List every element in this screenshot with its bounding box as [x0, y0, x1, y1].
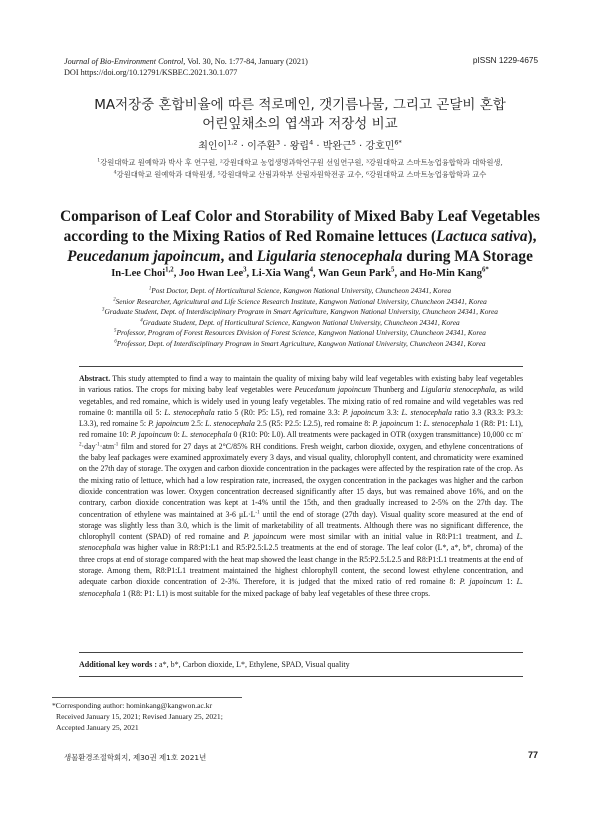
species-name: Peucedanum japoincum	[67, 248, 221, 265]
keywords-text: a*, b*, Carbon dioxide, L*, Ethylene, SPAD, Visual quality	[157, 660, 350, 669]
author-name: 박완근	[322, 141, 352, 152]
superscript: -1	[255, 508, 260, 515]
korean-authors: 최인이$^{1,2}$ · 이주환$^3$ · 왕립$^4$ · 박완근$^5$ · 강호민$^{6*}$	[198, 138, 402, 152]
journal-citation: , Vol. 30, No. 1:77-84, January (2021)	[183, 57, 308, 66]
english-title-text: , and	[220, 248, 257, 265]
english-title-text: ),	[527, 228, 537, 245]
keywords-bottom-rule	[79, 676, 523, 677]
abstract-text: 1:	[413, 419, 424, 429]
affiliation-item	[50, 318, 550, 329]
abstract-text: 1 (R8: P1: L1), red romaine 10:	[79, 419, 524, 440]
author-sup: 5	[351, 138, 356, 147]
species-name: L. stenocephala	[79, 577, 523, 598]
species-name: L. stenocephala	[79, 532, 523, 553]
korean-affiliations	[60, 157, 540, 181]
affil-text: Professor, Dept. of Interdisciplinary Program in Smart Agriculture, Kangwon National University, Chuncheon 24341, Korea	[116, 338, 486, 348]
author-sup: 3	[243, 266, 247, 274]
author-name: In-Lee Choi	[111, 268, 166, 279]
abstract-text: , as wild vegetables, and red romaine, which is widely used in young leafy vegetables. The mixing ratio of red romaine and wild vegetables was red romaine 0: mantilla oil 5:	[79, 385, 524, 417]
author-sup: 5	[391, 266, 395, 274]
affiliation-item	[50, 297, 550, 308]
footer-journal: 생물환경조절학회지, 제30권 제1호 2021년	[64, 753, 207, 762]
abstract-text: until the end of storage (27th day). Visual quality score measured at the end of storage was slightly less than 3.0, which is the limit of marketability of all treatments. Although there was no significant difference, the chlorophyll content (SPAD) of red romaine and	[79, 509, 523, 542]
abstract-text: 0 (R10: P0: L0). All treatments were packaged in OTR (oxygen transmittance) 10,000 cc m	[231, 430, 522, 440]
english-title-text: during MA Storage	[402, 248, 533, 265]
abstract-text: 1 (R8: P1: L1) is most suitable for the mixed package of baby leaf vegetables of these three crops.	[120, 588, 431, 598]
author-sup: 6*	[481, 266, 489, 274]
affil-text: Graduate Student, Dept. of Horticultural Science, Kangwon National University, Chuncheon 24341, Korea	[142, 317, 460, 327]
affil-sup: 4	[140, 318, 143, 324]
author-name: 강호민	[365, 141, 395, 152]
keywords-top-rule	[79, 652, 523, 653]
author-name: Ho-Min Kang	[419, 268, 482, 279]
species-name: Peucedanum japoincum	[294, 385, 371, 395]
abstract-text: Thunberg and	[370, 385, 422, 395]
author-name: 이주환	[247, 141, 277, 152]
affil-text: Senior Researcher, Agricultural and Life Science Research Institute, Kangwon National University, Chuncheon 24341, Korea	[115, 296, 487, 306]
english-title-line1: Comparison of Leaf Color and Storability of Mixed Baby Leaf Vegetables	[60, 208, 540, 225]
affiliation-item	[50, 307, 550, 318]
abstract-label: Abstract.	[79, 374, 111, 383]
superscript: -1	[114, 441, 119, 448]
english-affiliations	[50, 286, 550, 350]
english-authors: In-Lee Choi$^{1,2}$, Joo Hwan Lee$^3$, Li-Xia Wang$^4$, Wan Geun Park$^5$, and Ho-Min Kang$^{6*}$	[111, 266, 489, 279]
species-name: L. stenocephala	[205, 419, 255, 429]
accepted-date: Accepted January 25, 2021	[56, 723, 139, 732]
affil-sup: 1	[148, 286, 152, 292]
abstract-text: ·atm	[99, 441, 115, 451]
affil-text: Graduate Student, Dept. of Interdisciplinary Program in Smart Agriculture, Kangwon National University, Chuncheon 24341, Korea	[104, 307, 498, 317]
journal-header	[64, 56, 308, 78]
author-sup: 3	[276, 138, 281, 147]
footnote-rule	[52, 697, 242, 698]
author-sup: 4	[309, 266, 314, 274]
keywords-label: Additional key words :	[79, 660, 158, 669]
affil-sup: 6	[114, 339, 117, 345]
abstract-text: 0:	[171, 430, 182, 440]
abstract-text: 3.3:	[384, 407, 402, 417]
author-name: 왕립	[289, 141, 310, 152]
affil-text: Post Doctor, Dept. of Horticultural Science, Kangwon National University, Chuncheon 24341, Korea	[151, 286, 452, 295]
korean-title-line1: MA저장중 혼합비율에 따른 적로메인, 갯기름나물, 그리고 곤달비 혼합	[94, 97, 506, 113]
affiliation-item	[50, 286, 550, 297]
abstract-text: were most similar with an initial value in R8:P1:1 treatment, and	[286, 532, 517, 542]
affil-sup: 1	[97, 158, 101, 164]
journal-name: Journal of Bio-Environment Control	[64, 57, 184, 66]
abstract-text: ·day	[81, 441, 96, 451]
abstract	[79, 373, 523, 599]
author-sup: 1,2	[227, 138, 238, 147]
author-name: 최인이	[198, 141, 228, 152]
english-title	[50, 207, 550, 267]
species-name: P. japoincum	[130, 430, 172, 440]
affil-sup: 2	[113, 297, 116, 303]
issn: pISSN 1229-4675	[472, 56, 538, 65]
korean-title-line2: 어린잎채소의 엽색과 저장성 비교	[202, 116, 398, 132]
species-name: P. japoincum	[342, 407, 385, 417]
affil-sup: 5	[114, 328, 117, 334]
author-name: Wan Geun Park	[318, 268, 392, 279]
abstract-text: film and stored for 27 days at 2°C/85% RH conditions. Fresh weight, carbon dioxide, oxygen, and ethylene concentrations of the baby leaf packages were examined approximately every 3 days, and visual quality, chlorophyll content, and chromaticity were examined on the 27th day of storage. The oxygen and carbon dioxide concentration in the packages were affected by the respiration rate of the crop. As the mixing ratio of lettuce, which had a low respiration rate, increased, the oxygen concentration in the packages was higher and the carbon dioxide concentration was lower. Oxygen concentration decreased significantly after 15 days, but was remained above 16%, and on the contrary, carbon dioxide concentration was kept at 1-4% until the 15th, and then gradually increased to 2-5% on the 27th day. The concentration of ethylene was maintained at 3-6 μL·L	[79, 441, 523, 519]
abstract-text: ratio 3.3 (R3.3: P3.3: L3.3), red romaine 5:	[79, 407, 524, 429]
species-name: Lactuca sativa	[436, 228, 528, 245]
abstract-text: 2.5:	[189, 419, 206, 429]
page-number: 77	[527, 750, 538, 760]
abstract-text: 2.5 (R5: P2.5: L2.5), red romaine 8:	[254, 419, 373, 429]
korean-affil-line2: 강원대학교 원예학과 대학원생, ⁵강원대학교 산림과학부 산림자원학전공 교수, ⁶강원대학교 스마트농업융합학과 교수	[116, 170, 487, 179]
abstract-text: ratio 5 (R0: P5: L5), red romaine 3.3:	[214, 407, 343, 417]
english-title-line2: according to the Mixing Ratios of Red Romaine lettuces (	[63, 228, 437, 245]
author-sup: 1,2	[165, 266, 174, 274]
keywords	[79, 660, 523, 669]
species-name: Ligularia stenocephala	[421, 385, 495, 395]
affiliation-item	[50, 339, 550, 350]
affil-sup: 4	[113, 170, 117, 176]
species-name: Ligularia stenocephala	[256, 248, 403, 265]
species-name: P. japoincum	[459, 577, 503, 587]
author-name: Joo Hwan Lee	[178, 268, 244, 279]
abstract-text: was higher value in R8:P1:L1 and R5:P2.5:L2.5 treatments at the end of storage. The leaf color (L*, a*, b*, chroma) of the three crops at end of storage compared with the heat map showed the least change in the R5:P2.5:L2.5 and R8:P1:L1 treatments at the end of storage. Among them, R8:P1:L1 treatment maintained the highest chlorophyll content, the second lowest ethylene concentration, and adequate carbon dioxide concentration of 2-3%. Therefore, it is judged that the mixed ratio of red romaine 8:	[79, 543, 523, 587]
species-name: L. stenocephala	[181, 430, 232, 440]
species-name: L. stenocephala	[423, 419, 474, 429]
species-name: L. stenocephala	[164, 407, 215, 417]
footnote	[52, 700, 223, 733]
author-sup: 6*	[394, 138, 402, 147]
abstract-text: 1:	[502, 577, 517, 587]
affil-sup: 3	[102, 307, 105, 313]
affiliation-item	[50, 328, 550, 339]
author-name: Li-Xia Wang	[251, 268, 310, 279]
superscript: -2	[79, 429, 524, 448]
species-name: P. japoincum	[372, 419, 414, 429]
korean-affil-line1: 강원대학교 원예학과 박사 후 연구원, ²강원대학교 농업생명과학연구원 선임연구원, ³강원대학교 스마트농업융합학과 대학원생,	[100, 158, 503, 167]
received-dates: Received January 15, 2021; Revised January 25, 2021;	[56, 712, 223, 721]
doi-line: DOI https://doi.org/10.12791/KSBEC.2021.30.1.077	[64, 68, 238, 77]
species-name: P. japoincum	[243, 532, 287, 542]
affil-text: Professor, Program of Forest Resources Division of Forest Science, Kangwon National University, Chuncheon 24341, Korea	[116, 328, 486, 338]
corresponding-author: *Corresponding author: hominkang@kangwon.ac.kr	[52, 701, 213, 710]
korean-title	[60, 96, 540, 134]
abstract-text: This study attempted to find a way to maintain the quality of mixing baby wild leaf vegetables with existing baby leaf vegetables in various ratios. The crops for mixing baby leaf vegetables were	[79, 374, 523, 395]
superscript: -1	[95, 441, 100, 448]
species-name: P. japoincum	[148, 419, 190, 429]
species-name: L. stenocephala	[401, 407, 452, 417]
author-sup: 4	[309, 138, 314, 147]
abstract-top-rule	[79, 366, 523, 367]
